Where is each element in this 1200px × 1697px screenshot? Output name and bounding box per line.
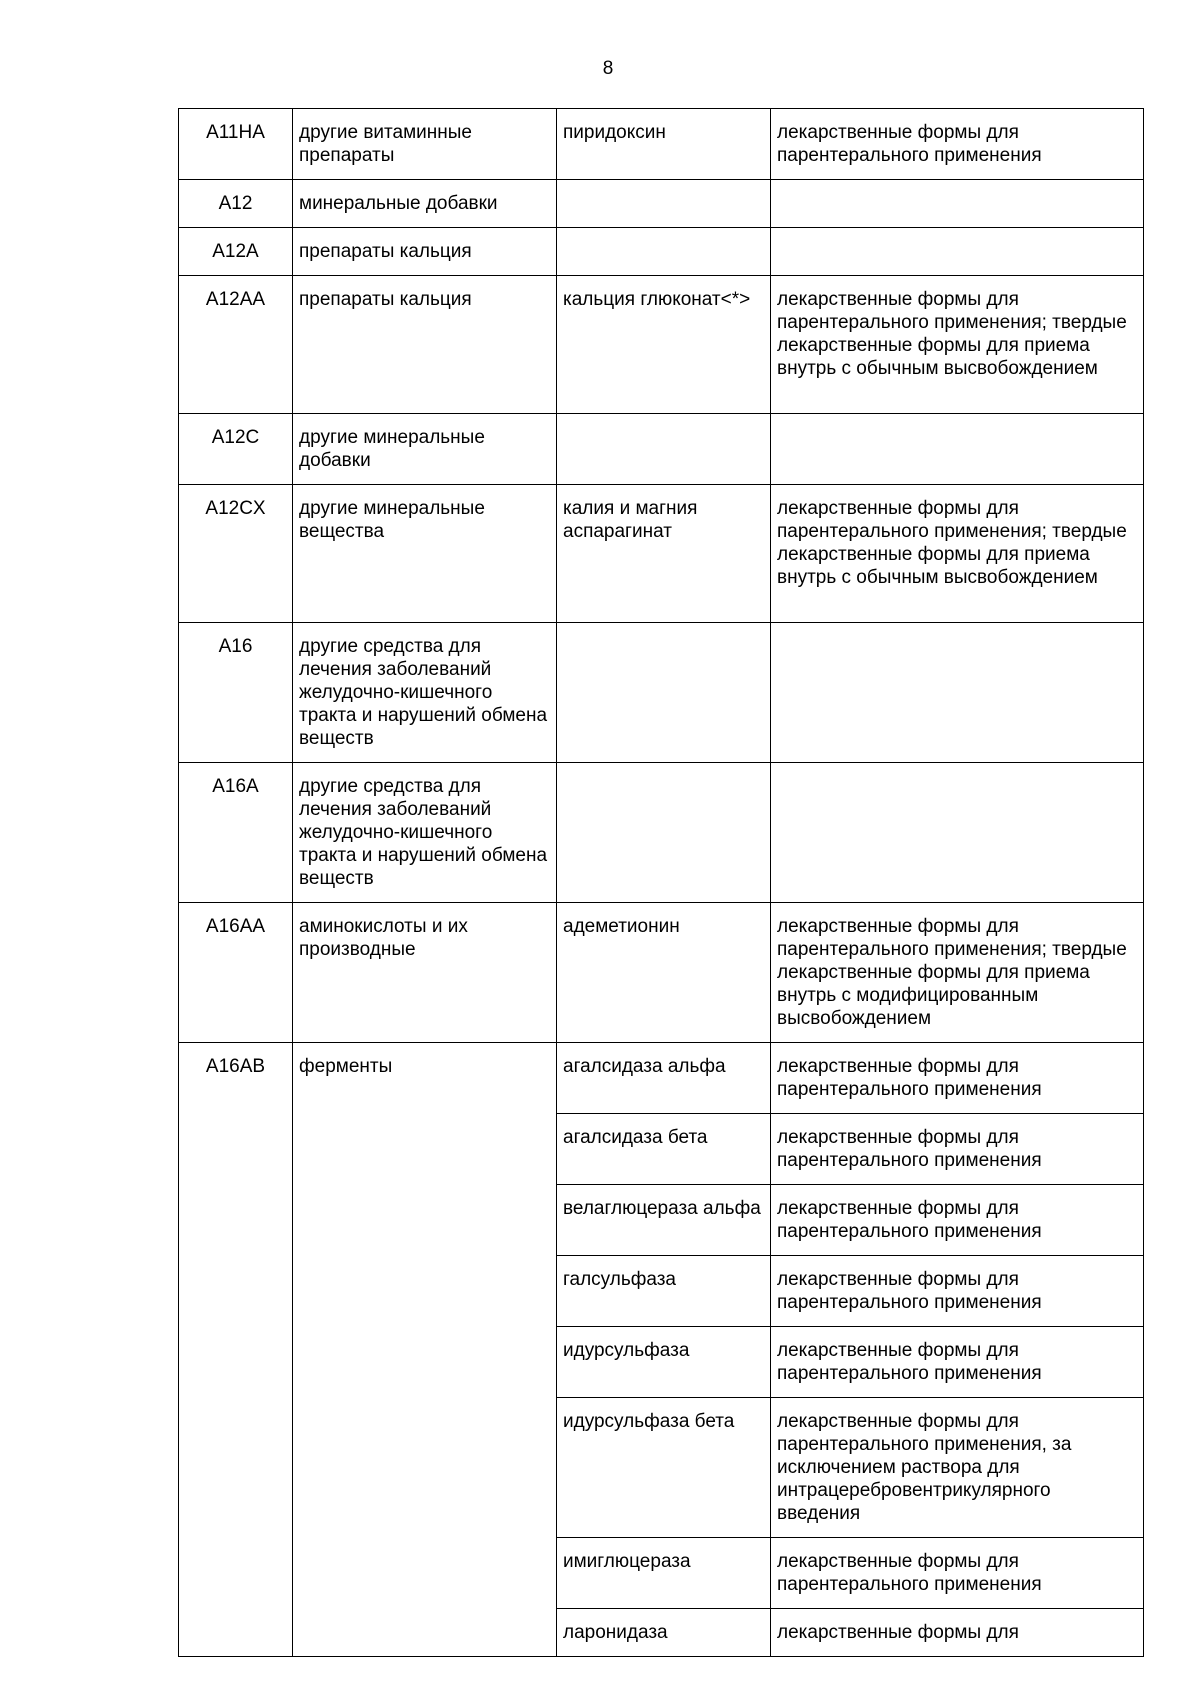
table-row [179, 180, 1144, 228]
table-row [179, 109, 1144, 180]
group-name: ферменты [293, 1043, 557, 1657]
drug-name [557, 623, 771, 763]
atc-code: A16AA [179, 903, 293, 1043]
dosage-form: лекарственные формы для парентерального применения [771, 1114, 1144, 1185]
dosage-form [771, 228, 1144, 276]
page-number: 8 [602, 58, 614, 79]
drug-name: агалсидаза альфа [557, 1043, 771, 1114]
drug-name: галсульфаза [557, 1256, 771, 1327]
dosage-form [771, 414, 1144, 485]
atc-code: A12 [179, 180, 293, 228]
drug-name [557, 763, 771, 903]
dosage-form: лекарственные формы для парентерального применения; твердые лекарственные формы для приема внутрь с обычным высвобождением [771, 276, 1144, 414]
drug-name: велаглюцераза альфа [557, 1185, 771, 1256]
table-row [179, 903, 1144, 1043]
drug-name: имиглюцераза [557, 1538, 771, 1609]
table-row [179, 228, 1144, 276]
atc-code: A12AA [179, 276, 293, 414]
dosage-form: лекарственные формы для парентерального применения; твердые лекарственные формы для приема внутрь с обычным высвобождением [771, 485, 1144, 623]
group-name: другие средства для лечения заболеваний желудочно-кишечного тракта и нарушений обмена веществ [293, 763, 557, 903]
drug-name: адеметионин [557, 903, 771, 1043]
table-row [179, 623, 1144, 763]
atc-code: A16A [179, 763, 293, 903]
table-row [179, 276, 1144, 414]
group-name: другие витаминные препараты [293, 109, 557, 180]
dosage-form: лекарственные формы для парентерального применения [771, 1327, 1144, 1398]
dosage-form: лекарственные формы для парентерального применения [771, 1185, 1144, 1256]
atc-code: A12A [179, 228, 293, 276]
drug-name: идурсульфаза бета [557, 1398, 771, 1538]
group-name: другие минеральные вещества [293, 485, 557, 623]
dosage-form: лекарственные формы для парентерального применения [771, 1256, 1144, 1327]
group-name: другие средства для лечения заболеваний желудочно-кишечного тракта и нарушений обмена веществ [293, 623, 557, 763]
table-row [179, 414, 1144, 485]
drug-name: ларонидаза [557, 1609, 771, 1657]
drug-name: пиридоксин [557, 109, 771, 180]
drug-name: идурсульфаза [557, 1327, 771, 1398]
atc-code: A11HA [179, 109, 293, 180]
table-row [179, 485, 1144, 623]
dosage-form: лекарственные формы для парентерального применения [771, 109, 1144, 180]
drug-name: агалсидаза бета [557, 1114, 771, 1185]
dosage-form: лекарственные формы для парентерального применения, за исключением раствора для интрацеребровентрикулярного введения [771, 1398, 1144, 1538]
drug-name [557, 414, 771, 485]
drug-name: калия и магния аспарагинат [557, 485, 771, 623]
drug-name [557, 228, 771, 276]
dosage-form [771, 623, 1144, 763]
group-name: препараты кальция [293, 228, 557, 276]
atc-code: A12C [179, 414, 293, 485]
dosage-form [771, 180, 1144, 228]
dosage-form [771, 763, 1144, 903]
drug-name [557, 180, 771, 228]
group-name: аминокислоты и их производные [293, 903, 557, 1043]
dosage-form: лекарственные формы для парентерального применения; твердые лекарственные формы для приема внутрь с модифицированным высвобождением [771, 903, 1144, 1043]
atc-code: A16 [179, 623, 293, 763]
drug-classification-table [178, 108, 1144, 1657]
drug-name: кальция глюконат<*> [557, 276, 771, 414]
atc-code: A12CX [179, 485, 293, 623]
atc-code: A16AB [179, 1043, 293, 1657]
table-row [179, 763, 1144, 903]
group-name: минеральные добавки [293, 180, 557, 228]
table-row [179, 1043, 1144, 1114]
dosage-form: лекарственные формы для парентерального применения [771, 1538, 1144, 1609]
group-name: препараты кальция [293, 276, 557, 414]
dosage-form: лекарственные формы для парентерального применения [771, 1043, 1144, 1114]
group-name: другие минеральные добавки [293, 414, 557, 485]
dosage-form: лекарственные формы для [771, 1609, 1144, 1657]
